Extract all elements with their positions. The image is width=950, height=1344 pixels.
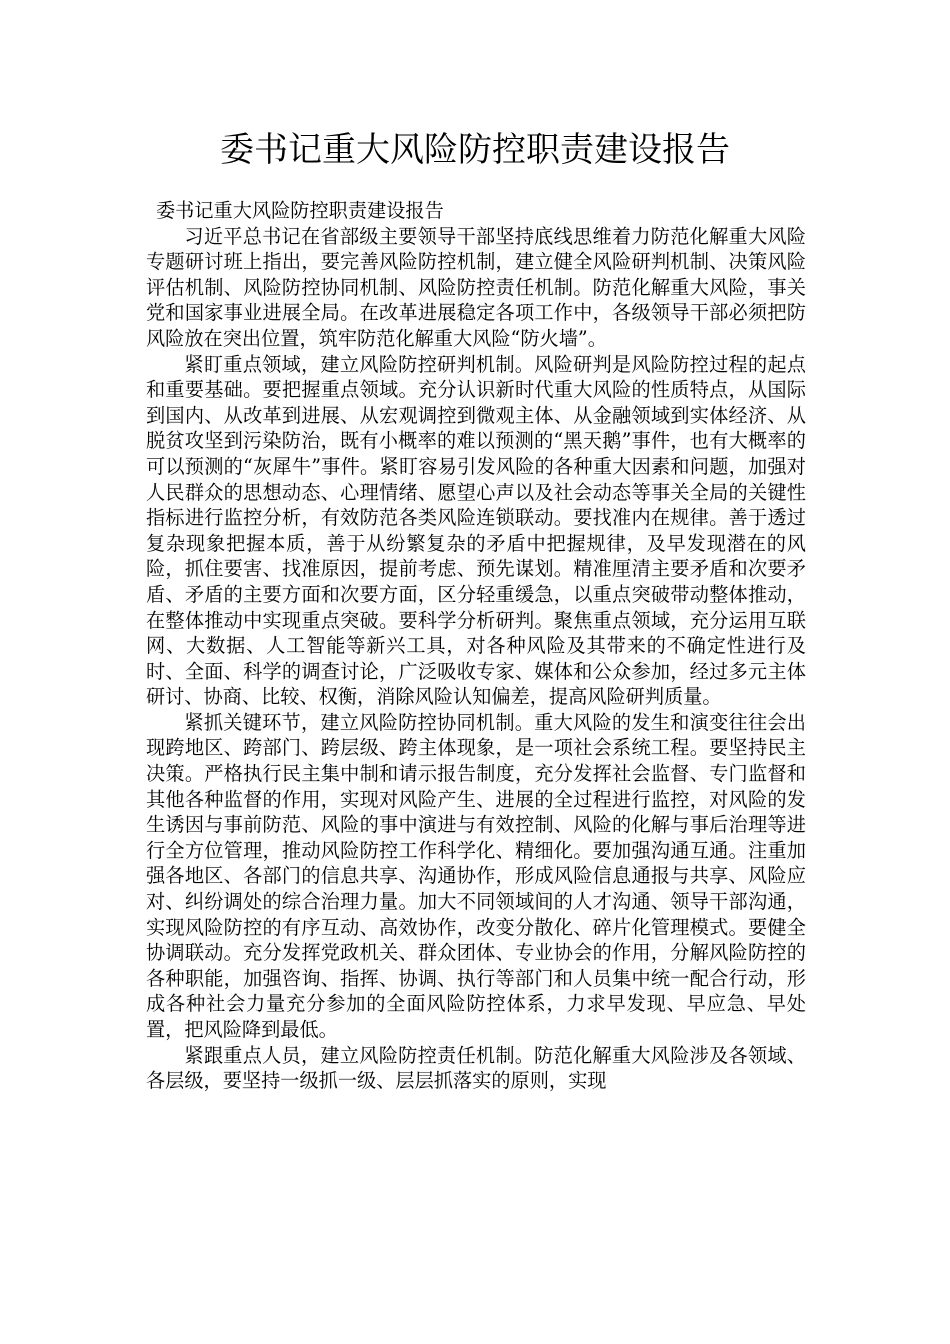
paragraph-risk-coordination: 紧抓关键环节，建立风险防控协同机制。重大风险的发生和演变往往会出现跨地区、跨部门、跨层级、跨主体现象，是一项社会系统工程。要坚持民主决策。严格执行民主集中制和请示报告制度，充分发挥社会监督、专门监督和其他各种监督的作用，实现对风险产生、进展的全过程进行监控，对风险的发生诱因与事前防范、风险的事中演进与有效控制、风险的化解与事后治理等进行全方位管理，推动风险防控工作科学化、精细化。要加强沟通互通。注重加强各地区、各部门的信息共享、沟通协作，形成风险信息通报与共享、风险应对、纠纷调处的综合治理力量。加大不同领域间的人才沟通、领导干部沟通，实现风险防控的有序互动、高效协作，改变分散化、碎片化管理模式。要健全协调联动。充分发挥党政机关、群众团体、专业协会的作用，分解风险防控的各种职能，加强咨询、指挥、协调、执行等部门和人员集中统一配合行动，形成各种社会力量充分参加的全面风险防控体系，力求早发现、早应急、早处置，把风险降到最低。 <box>146 710 806 1041</box>
document-title: 委书记重大风险防控职责建设报告 <box>220 130 730 170</box>
document-body <box>146 198 806 1094</box>
document-subtitle: 委书记重大风险防控职责建设报告 <box>156 199 444 222</box>
paragraph-risk-responsibility: 紧跟重点人员，建立风险防控责任机制。防范化解重大风险涉及各领域、各层级，要坚持一级抓一级、层层抓落实的原则，实现 <box>146 1043 806 1093</box>
paragraph-risk-assessment: 紧盯重点领域，建立风险防控研判机制。风险研判是风险防控过程的起点和重要基础。要把握重点领域。充分认识新时代重大风险的性质特点，从国际到国内、从改革到进展、从宏观调控到微观主体、从金融领域到实体经济、从脱贫攻坚到污染防治，既有小概率的难以预测的“黑天鹅”事件，也有大概率的可以预测的“灰犀牛”事件。紧盯容易引发风险的各种重大因素和问题，加强对人民群众的思想动态、心理情绪、愿望心声以及社会动态等事关全局的关键性指标进行监控分析，有效防范各类风险连锁联动。要找准内在规律。善于透过复杂现象把握本质，善于从纷繁复杂的矛盾中把握规律，及早发现潜在的风险，抓住要害、找准原因，提前考虑、预先谋划。精准厘清主要矛盾和次要矛盾、矛盾的主要方面和次要方面，区分轻重缓急，以重点突破带动整体推动，在整体推动中实现重点突破。要科学分析研判。聚焦重点领域，充分运用互联网、大数据、人工智能等新兴工具，对各种风险及其带来的不确定性进行及时、全面、科学的调查讨论，广泛吸收专家、媒体和公众参加，经过多元主体研讨、协商、比较、权衡，消除风险认知偏差，提高风险研判质量。 <box>146 352 806 709</box>
paragraph-intro: 习近平总书记在省部级主要领导干部坚持底线思维着力防范化解重大风险专题研讨班上指出，要完善风险防控机制，建立健全风险研判机制、决策风险评估机制、风险防控协同机制、风险防控责任机制。防范化解重大风险，事关党和国家事业进展全局。在改革进展稳定各项工作中，各级领导干部必须把防风险放在突出位置，筑牢防范化解重大风险“防火墙”。 <box>146 224 806 350</box>
